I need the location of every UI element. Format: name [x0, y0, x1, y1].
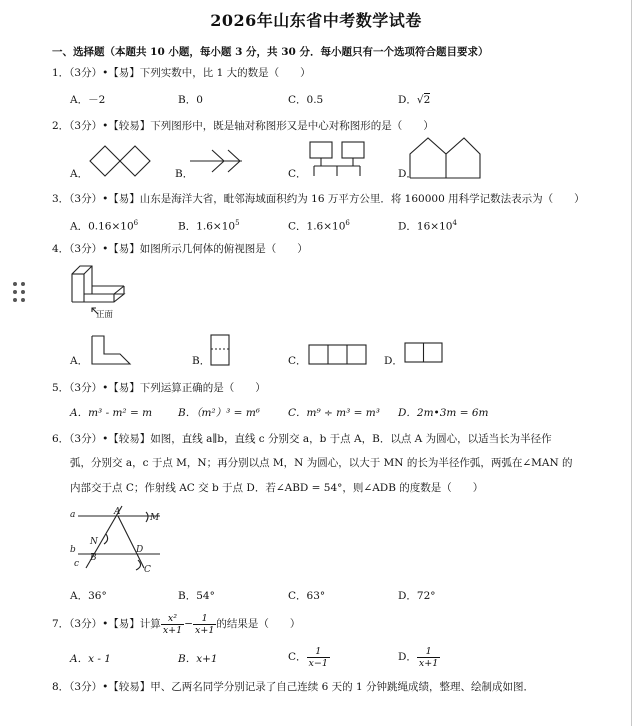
q2-figure-a — [90, 143, 152, 179]
q6-label-M: M — [150, 513, 160, 523]
q6-option-d[interactable]: D．72° — [398, 590, 436, 602]
question-1-stem: 1．（3分）•【易】下列实数中，比 1 大的数是（ ） — [52, 67, 311, 79]
question-4-stem: 4．（3分）•【易】如图所示几何体的俯视图是（ ） — [52, 243, 308, 255]
q2-option-a[interactable]: A． — [70, 168, 89, 180]
q5-option-d[interactable]: D．2m•3m = 6m — [398, 407, 489, 419]
question-8-stem: 8．（3分）•【较易】甲、乙两名同学分别记录了自己连续 6 天的 1 分钟跳绳成绩，整理、绘制成如图． — [52, 681, 535, 693]
question-6-line-3: 内部交于点 C；作射线 AC 交 b 于点 D．若∠ABD = 54°，则∠ADB 的度数是（ ） — [70, 482, 484, 494]
q4-option-c[interactable]: C． — [288, 355, 307, 367]
q6-option-a[interactable]: A．36° — [70, 590, 107, 602]
q4-figure-d — [404, 342, 444, 364]
q5-option-a[interactable]: A．m³ - m² = m — [70, 407, 153, 419]
q4-figure-a — [90, 334, 138, 366]
q3-option-d[interactable]: D．$16\times 10^4$ — [398, 219, 457, 233]
q6-label-c: c — [74, 559, 80, 569]
q7-option-d[interactable]: D． $\frac{1}{x+1}$ — [398, 645, 439, 669]
q1-option-a[interactable]: A．－2 — [70, 94, 106, 106]
q2-option-b[interactable]: B． — [175, 168, 194, 180]
q6-option-b[interactable]: B．54° — [178, 590, 215, 602]
q2-figure-c — [308, 140, 366, 180]
q1-option-b[interactable]: B．0 — [178, 94, 203, 106]
q3-option-b[interactable]: B．$1.6\times 10^5$ — [178, 219, 240, 233]
q6-label-D: D — [136, 545, 144, 555]
q3-option-a[interactable]: A．$0.16\times 10^6$ — [70, 219, 139, 233]
q4-option-a[interactable]: A． — [70, 355, 89, 367]
question-7-stem: 7．（3分）•【易】计算 $\frac{\text{x²}}{x+1}$ − $\frac{1}{x+1}$ 的结果是（ ） — [52, 612, 301, 636]
q6-label-a: a — [70, 510, 76, 520]
question-3-stem: 3．（3分）•【易】山东是海洋大省，毗邻海域面积约为 16 万平方公里．将 160000 用科学记数法表示为（ ） — [52, 193, 585, 205]
q1-option-d[interactable]: D．√2 — [398, 94, 431, 106]
q7-option-a[interactable]: A．x - 1 — [70, 653, 111, 665]
q6-label-A: A — [114, 507, 121, 517]
q4-option-b[interactable]: B． — [192, 355, 211, 367]
q3-option-c[interactable]: C．$1.6\times 10^6$ — [288, 219, 350, 233]
sqrt-symbol: √ — [416, 94, 424, 106]
q5-option-c[interactable]: C．m⁹ ÷ m³ = m³ — [288, 407, 380, 419]
question-2-stem: 2．（3分）•【较易】下列图形中，既是轴对称图形又是中心对称图形的是（ ） — [52, 120, 434, 132]
q1-option-c[interactable]: C．0.5 — [288, 94, 324, 106]
q6-label-C: C — [144, 565, 151, 575]
q6-label-B: B — [90, 553, 97, 563]
q6-option-c[interactable]: C．63° — [288, 590, 326, 602]
q2-figure-b — [190, 148, 246, 176]
q4-figure-b — [210, 334, 232, 368]
q4-front-label: 正面 — [96, 310, 114, 320]
q6-figure — [68, 504, 168, 576]
page-title: 2026年山东省中考数学试卷 — [210, 11, 422, 30]
q7-fraction-2: $\frac{1}{x+1}$ — [195, 612, 215, 636]
question-5-stem: 5．（3分）•【易】下列运算正确的是（ ） — [52, 382, 266, 394]
drag-handle-icon[interactable] — [13, 282, 27, 304]
q4-option-d[interactable]: D． — [384, 355, 403, 367]
q2-option-c[interactable]: C． — [288, 168, 307, 180]
q7-option-b[interactable]: B．x+1 — [178, 653, 218, 665]
q6-label-N: N — [90, 537, 98, 547]
q6-label-b: b — [70, 545, 76, 555]
q2-option-d[interactable]: D． — [398, 168, 417, 180]
q2-figure-d — [410, 136, 482, 180]
q7-option-c[interactable]: C． $\frac{1}{x-1}$ — [288, 645, 328, 669]
section-heading: 一、选择题（本题共 10 小题，每小题 3 分，共 30 分．每小题只有一个选项符合题目要求） — [52, 46, 489, 58]
q7-fraction-1: $\frac{\text{x²}}{x+1}$ — [162, 612, 183, 636]
question-6-line-1: 6．（3分）•【较易】如图，直线 a∥b，直线 c 分别交 a，b 于点 A，B．以点 A 为圆心，以适当长为半径作 — [52, 433, 552, 445]
q5-option-b[interactable]: B．（m²）³ = m⁶ — [178, 407, 260, 419]
question-6-line-2: 弧，分别交 a，c 于点 M，N；再分别以点 M，N 为圆心，以大于 MN 的长为半径作弧，两弧在∠MAN 的 — [70, 457, 573, 469]
q4-figure-c — [308, 344, 368, 366]
